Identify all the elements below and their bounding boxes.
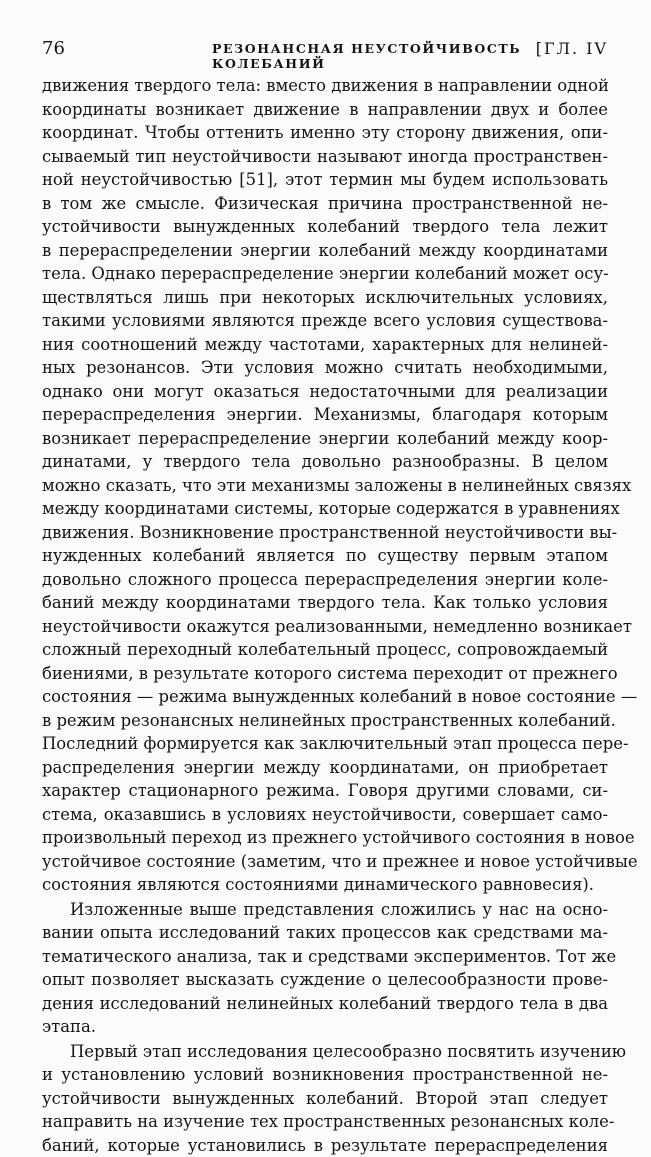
text-line: баний между координатами твердого тела. Как только условия	[42, 591, 608, 615]
text-line: устойчивости вынужденных колебаний твердого тела лежит	[42, 215, 608, 239]
text-line: Первый этап исследования целесообразно посвятить изучению	[42, 1040, 608, 1064]
text-line: состояния являются состояниями динамического равновесия).	[42, 873, 608, 897]
text-line: возникает перераспределение энергии колебаний между коор-	[42, 427, 608, 451]
text-line: перераспределения энергии. Механизмы, благодаря которым	[42, 403, 608, 427]
text-line: сложный переходный колебательный процесс, сопровождаемый	[42, 638, 608, 662]
text-line: можно сказать, что эти механизмы заложены в нелинейных связях	[42, 474, 608, 498]
text-line: стема, оказавшись в условиях неустойчивости, совершает само-	[42, 803, 608, 827]
text-line: динатами, у твердого тела довольно разнообразны. В целом	[42, 450, 608, 474]
paragraph	[42, 898, 608, 1039]
text-line: однако они могут оказаться недостаточными для реализации	[42, 380, 608, 404]
text-line: этапа.	[42, 1015, 608, 1039]
text-line: такими условиями являются прежде всего условия существова-	[42, 309, 608, 333]
text-line: ществляться лишь при некоторых исключительных условиях,	[42, 286, 608, 310]
chapter-marker: [ГЛ. IV	[536, 39, 608, 58]
text-line: направить на изучение тех пространственных резонансных коле-	[42, 1110, 608, 1134]
text-line: распределения энергии между координатами, он приобретает	[42, 756, 608, 780]
text-line: и установлению условий возникновения пространственной не-	[42, 1063, 608, 1087]
paragraph	[42, 1040, 608, 1157]
text-line: ния соотношений между частотами, характерных для нелиней-	[42, 333, 608, 357]
text-line: тематического анализа, так и средствами экспериментов. Тот же	[42, 945, 608, 969]
text-line: произвольный переход из прежнего устойчивого состояния в новое	[42, 826, 608, 850]
running-title: РЕЗОНАНСНАЯ НЕУСТОЙЧИВОСТЬ КОЛЕБАНИЙ	[212, 41, 608, 71]
text-line: движения. Возникновение пространственной неустойчивости вы-	[42, 521, 608, 545]
text-line: координаты возникает движение в направлении двух и более	[42, 98, 608, 122]
page-number: 76	[42, 38, 65, 59]
text-line: характер стационарного режима. Говоря другими словами, си-	[42, 779, 608, 803]
text-line: довольно сложного процесса перераспределения энергии коле-	[42, 568, 608, 592]
text-line: неустойчивости окажутся реализованными, немедленно возникает	[42, 615, 608, 639]
text-line: в перераспределении энергии колебаний между координатами	[42, 239, 608, 263]
text-line: баний, которые установились в результате перераспределения	[42, 1134, 608, 1157]
paragraph	[42, 74, 608, 897]
page-header	[42, 38, 608, 62]
text-line: в том же смысле. Физическая причина пространственной не-	[42, 192, 608, 216]
text-line: движения твердого тела: вместо движения в направлении одной	[42, 74, 608, 98]
text-line: устойчивое состояние (заметим, что и прежнее и новое устойчивые	[42, 850, 608, 874]
text-line: Последний формируется как заключительный этап процесса пере-	[42, 732, 608, 756]
text-line: тела. Однако перераспределение энергии колебаний может осу-	[42, 262, 608, 286]
text-line: сываемый тип неустойчивости называют иногда пространствен-	[42, 145, 608, 169]
text-line: Изложенные выше представления сложились у нас на осно-	[42, 898, 608, 922]
text-line: состояния — режима вынужденных колебаний в новое состояние —	[42, 685, 608, 709]
body-text	[42, 74, 608, 1157]
text-line: координат. Чтобы оттенить именно эту сторону движения, опи-	[42, 121, 608, 145]
text-line: устойчивости вынужденных колебаний. Второй этап следует	[42, 1087, 608, 1111]
text-line: в режим резонансных нелинейных пространственных колебаний.	[42, 709, 608, 733]
text-line: между координатами системы, которые содержатся в уравнениях	[42, 497, 608, 521]
text-line: ных резонансов. Эти условия можно считать необходимыми,	[42, 356, 608, 380]
text-line: вании опыта исследований таких процессов как средствами ма-	[42, 921, 608, 945]
text-line: биениями, в результате которого система переходит от прежнего	[42, 662, 608, 686]
text-line: нужденных колебаний является по существу первым этапом	[42, 544, 608, 568]
text-line: опыт позволяет высказать суждение о целесообразности прове-	[42, 968, 608, 992]
text-line: дения исследований нелинейных колебаний твердого тела в два	[42, 992, 608, 1016]
text-line: ной неустойчивостью [51], этот термин мы будем использовать	[42, 168, 608, 192]
